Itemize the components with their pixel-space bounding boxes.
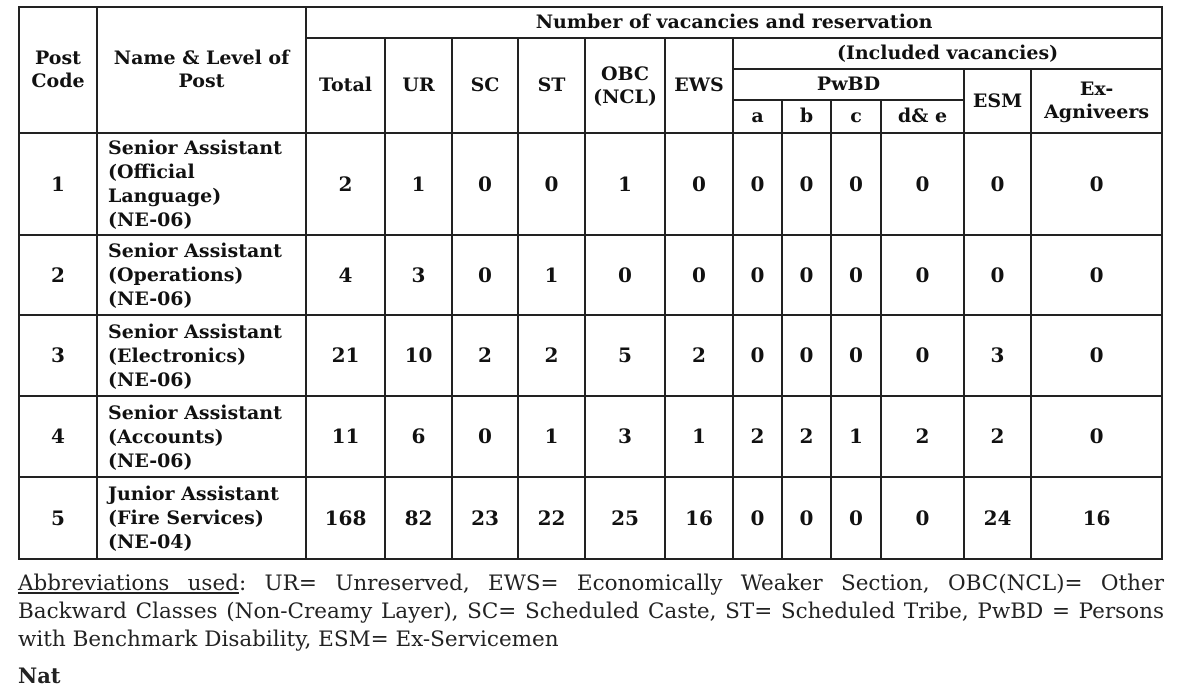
post-name-line: (Fire Services) [108, 507, 264, 529]
cell-total: 11 [306, 396, 385, 477]
note-heading-fragment: Nat [18, 663, 61, 688]
esm-header: ESM [964, 69, 1031, 133]
sc-header: SC [452, 38, 518, 133]
pwbd-b-header: b [782, 100, 831, 133]
post-name-line: Senior Assistant [108, 320, 282, 343]
cell-c: 0 [831, 315, 881, 396]
cell-b: 0 [782, 133, 831, 235]
table-row [19, 235, 1162, 315]
table-row [19, 477, 1162, 559]
post-code-cell: 4 [19, 396, 97, 477]
table-row [19, 396, 1162, 477]
cell-c: 0 [831, 477, 881, 559]
cell-b: 0 [782, 235, 831, 315]
cell-total: 4 [306, 235, 385, 315]
post-name-line: (Accounts) [108, 425, 224, 448]
cell-c: 0 [831, 235, 881, 315]
post-name-line: Junior Assistant [108, 483, 279, 505]
cell-ews: 16 [665, 477, 733, 559]
included-vacancies-header: (Included vacancies) [733, 38, 1162, 69]
cell-esm: 0 [964, 235, 1031, 315]
cell-a: 0 [733, 477, 782, 559]
post-name-line: (NE-06) [108, 368, 193, 391]
pwbd-de-header: d& e [881, 100, 964, 133]
cell-ur: 82 [385, 477, 452, 559]
cell-b: 0 [782, 477, 831, 559]
post-name-cell [97, 133, 306, 235]
pwbd-a-header: a [733, 100, 782, 133]
post-code-cell: 1 [19, 133, 97, 235]
post-name-line: (NE-06) [108, 288, 193, 310]
cell-st: 22 [518, 477, 585, 559]
vacancy-table [18, 6, 1163, 560]
cell-b: 2 [782, 396, 831, 477]
cell-ur: 10 [385, 315, 452, 396]
cell-c: 1 [831, 396, 881, 477]
abbreviations-label: Abbreviations used [18, 571, 239, 596]
post-code-cell: 2 [19, 235, 97, 315]
cell-sc: 23 [452, 477, 518, 559]
post-name-line: (Official [108, 161, 195, 183]
post-name-line: Language) [108, 185, 222, 207]
cell-obc: 5 [585, 315, 665, 396]
abbreviations-text: : UR= Unreserved, EWS= Economically Weaker Section, OBC(NCL)= Other Backward Classes (Non-Creamy Layer), SC= Scheduled Caste, ST= Scheduled Tribe, PwBD = Persons with Benchmark Disability, ESM= Ex-Servicemen [18, 571, 1165, 652]
post-code-cell: 5 [19, 477, 97, 559]
post-name-line: Senior Assistant [108, 137, 282, 159]
cell-st: 1 [518, 396, 585, 477]
cell-obc: 0 [585, 235, 665, 315]
post-name-line: (NE-06) [108, 209, 193, 231]
cell-total: 21 [306, 315, 385, 396]
cell-total: 2 [306, 133, 385, 235]
cell-exag: 0 [1031, 133, 1162, 235]
total-header: Total [306, 38, 385, 133]
cell-ews: 0 [665, 235, 733, 315]
cell-total: 168 [306, 477, 385, 559]
post-name-line: (Electronics) [108, 344, 247, 367]
cell-exag: 0 [1031, 315, 1162, 396]
post-code-cell: 3 [19, 315, 97, 396]
post-name-header: Name & Level of Post [97, 7, 306, 133]
cell-st: 0 [518, 133, 585, 235]
post-name-cell [97, 477, 306, 559]
post-name-line: Senior Assistant [108, 401, 282, 424]
cell-obc: 3 [585, 396, 665, 477]
st-header: ST [518, 38, 585, 133]
table-row [19, 133, 1162, 235]
cell-b: 0 [782, 315, 831, 396]
post-name-line: (NE-04) [108, 531, 193, 553]
pwbd-header: PwBD [733, 69, 964, 100]
post-name-line: (NE-06) [108, 449, 193, 472]
post-name-cell [97, 315, 306, 396]
abbreviations-note [18, 570, 1164, 654]
vacancies-group-header: Number of vacancies and reservation [306, 7, 1162, 38]
cell-st: 2 [518, 315, 585, 396]
cell-sc: 0 [452, 396, 518, 477]
cell-obc: 25 [585, 477, 665, 559]
cell-de: 0 [881, 315, 964, 396]
cell-ur: 6 [385, 396, 452, 477]
cell-sc: 0 [452, 235, 518, 315]
post-code-header: Post Code [19, 7, 97, 133]
post-name-line: (Operations) [108, 264, 244, 286]
post-name-line: Senior Assistant [108, 240, 282, 262]
cell-de: 0 [881, 133, 964, 235]
cell-de: 2 [881, 396, 964, 477]
cell-a: 0 [733, 315, 782, 396]
cell-exag: 0 [1031, 235, 1162, 315]
cell-esm: 2 [964, 396, 1031, 477]
cell-a: 0 [733, 235, 782, 315]
cell-ur: 3 [385, 235, 452, 315]
post-name-cell [97, 396, 306, 477]
cell-esm: 0 [964, 133, 1031, 235]
ex-agniveers-header: Ex- Agniveers [1031, 69, 1162, 133]
cell-exag: 0 [1031, 396, 1162, 477]
cell-st: 1 [518, 235, 585, 315]
post-name-cell [97, 235, 306, 315]
cell-de: 0 [881, 477, 964, 559]
obc-header: OBC (NCL) [585, 38, 665, 133]
cell-sc: 2 [452, 315, 518, 396]
cell-ur: 1 [385, 133, 452, 235]
cell-esm: 24 [964, 477, 1031, 559]
table-row [19, 315, 1162, 396]
cell-c: 0 [831, 133, 881, 235]
cell-ews: 0 [665, 133, 733, 235]
cell-a: 0 [733, 133, 782, 235]
cell-esm: 3 [964, 315, 1031, 396]
cell-a: 2 [733, 396, 782, 477]
ur-header: UR [385, 38, 452, 133]
ews-header: EWS [665, 38, 733, 133]
cell-ews: 1 [665, 396, 733, 477]
cell-ews: 2 [665, 315, 733, 396]
cell-de: 0 [881, 235, 964, 315]
cell-exag: 16 [1031, 477, 1162, 559]
cell-obc: 1 [585, 133, 665, 235]
cell-sc: 0 [452, 133, 518, 235]
pwbd-c-header: c [831, 100, 881, 133]
